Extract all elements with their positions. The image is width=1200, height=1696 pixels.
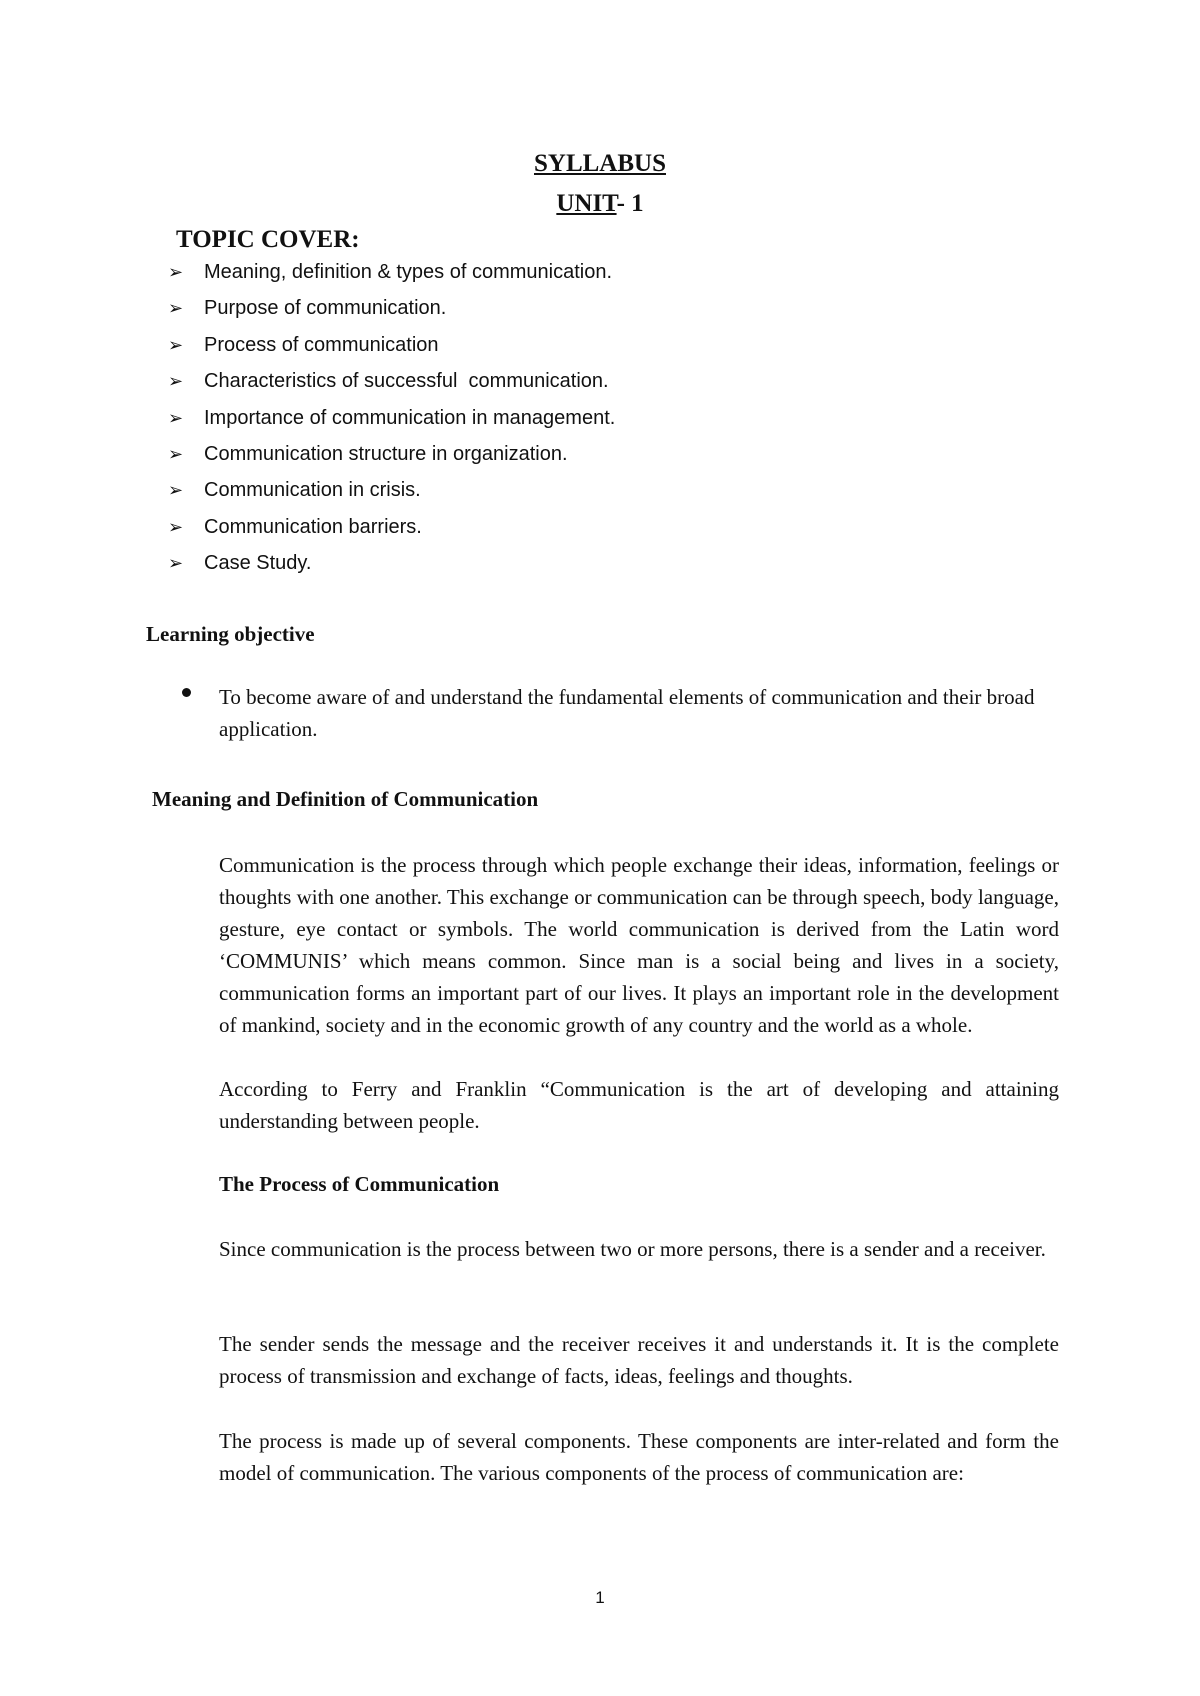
process-paragraph: The sender sends the message and the receiver receives it and understands it. It is the complete process of transmission and exchange of facts, ideas, feelings and thoughts. xyxy=(219,1332,1059,1388)
list-item xyxy=(168,406,615,442)
learning-objective-text: To become aware of and understand the fundamental elements of communication and their broad application. xyxy=(219,685,1035,741)
list-item xyxy=(168,296,615,332)
topic-text: Communication in crisis. xyxy=(204,479,421,502)
arrowhead-bullet-icon: ➢ xyxy=(168,334,184,355)
unit-label: UNIT xyxy=(556,190,617,217)
meaning-paragraph: Communication is the process through which people exchange their ideas, information, feelings or thoughts with one another. This exchange or communication can be through speech, body language, gesture, eye contact or symbols. The world communication is derived from the Latin word ‘COMMUNIS’ which means common. Since man is a social being and lives in a society, communication forms an important part of our lives. It plays an important role in the development of mankind, society and in the economic growth of any country and the world as a whole. xyxy=(219,853,1059,1037)
list-item xyxy=(168,551,615,587)
unit-number: - 1 xyxy=(616,190,644,217)
unit-heading xyxy=(0,190,1200,218)
process-paragraph: Since communication is the process between two or more persons, there is a sender and a receiver. xyxy=(219,1237,1046,1261)
topic-text: Communication structure in organization. xyxy=(204,442,568,465)
topic-text: Case Study. xyxy=(204,552,312,575)
topic-cover-heading: TOPIC COVER: xyxy=(176,226,360,253)
list-item xyxy=(168,369,615,405)
arrowhead-bullet-icon: ➢ xyxy=(168,480,184,501)
process-heading: The Process of Communication xyxy=(219,1172,500,1196)
list-item xyxy=(168,442,615,478)
topic-text: Characteristics of successful communication. xyxy=(204,370,609,393)
list-item xyxy=(168,333,615,369)
arrowhead-bullet-icon: ➢ xyxy=(168,371,184,392)
arrowhead-bullet-icon: ➢ xyxy=(168,407,184,428)
topic-text: Importance of communication in management. xyxy=(204,406,616,429)
process-paragraph: The process is made up of several components. These components are inter-related and form the model of communication. The various components of the process of communication are: xyxy=(219,1429,1059,1485)
topic-text: Purpose of communication. xyxy=(204,297,447,320)
meaning-definition-heading: Meaning and Definition of Communication xyxy=(152,787,539,811)
page-number: 1 xyxy=(595,1588,605,1607)
definition-paragraph: According to Ferry and Franklin “Communication is the art of developing and attaining understanding between people. xyxy=(219,1077,1059,1133)
filled-circle-bullet-icon xyxy=(182,688,191,697)
topic-list xyxy=(168,260,615,588)
list-item xyxy=(168,260,615,296)
list-item xyxy=(168,478,615,514)
topic-text: Meaning, definition & types of communication. xyxy=(204,261,612,283)
arrowhead-bullet-icon: ➢ xyxy=(168,516,184,537)
arrowhead-bullet-icon: ➢ xyxy=(168,262,184,282)
page-title: SYLLABUS xyxy=(534,150,666,177)
topic-text: Process of communication xyxy=(204,333,439,356)
arrowhead-bullet-icon: ➢ xyxy=(168,553,184,574)
arrowhead-bullet-icon: ➢ xyxy=(168,298,184,319)
list-item xyxy=(168,515,615,551)
arrowhead-bullet-icon: ➢ xyxy=(168,443,184,464)
learning-objective-heading: Learning objective xyxy=(146,622,315,646)
topic-text: Communication barriers. xyxy=(204,515,422,538)
